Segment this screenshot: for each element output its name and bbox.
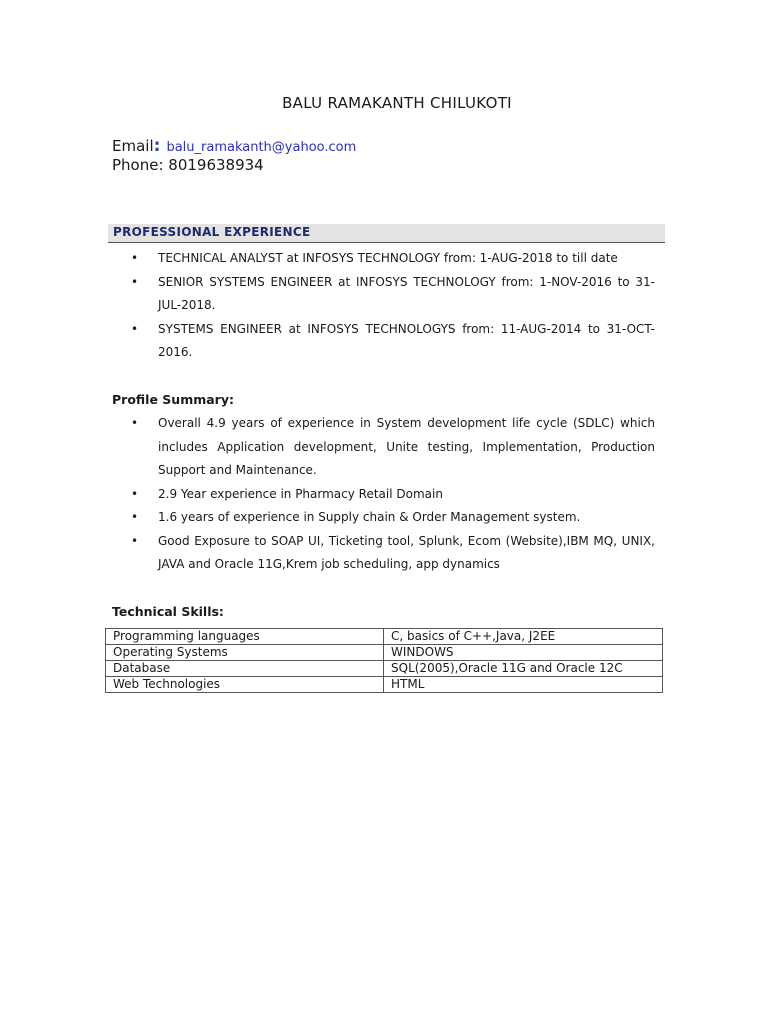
email-colon: : [153, 136, 161, 156]
skill-values: WINDOWS [384, 645, 663, 661]
skill-category: Web Technologies [106, 677, 384, 693]
list-item: • TECHNICAL ANALYST at INFOSYS TECHNOLOGY from: 1-AUG-2018 to till date [112, 247, 655, 271]
summary-list [112, 412, 655, 577]
technical-skills-heading: Technical Skills: [112, 604, 224, 619]
skill-category: Database [106, 661, 384, 677]
table-row [106, 629, 663, 645]
skill-values: HTML [384, 677, 663, 693]
skill-category: Programming languages [106, 629, 384, 645]
email-address[interactable]: balu_ramakanth@yahoo.com [166, 140, 357, 155]
table-row [106, 677, 663, 693]
list-item: • SENIOR SYSTEMS ENGINEER at INFOSYS TECHNOLOGY from: 1-NOV-2016 to 31-JUL-2018. [112, 271, 655, 318]
skills-table [105, 628, 663, 693]
profile-summary-heading: Profile Summary: [112, 392, 234, 407]
table-row [106, 661, 663, 677]
list-item: • Good Exposure to SOAP UI, Ticketing tool, Splunk, Ecom (Website),IBM MQ, UNIX, JAVA and Oracle 11G,Krem job scheduling, app dynamics [112, 530, 655, 577]
skill-values: C, basics of C++,Java, J2EE [384, 629, 663, 645]
experience-list [112, 247, 655, 365]
list-item: • 1.6 years of experience in Supply chain & Order Management system. [112, 506, 655, 530]
phone-number: Phone: 8019638934 [112, 156, 264, 174]
email-line [112, 136, 356, 156]
experience-heading: PROFESSIONAL EXPERIENCE [113, 225, 311, 239]
list-item: • Overall 4.9 years of experience in System development life cycle (SDLC) which includes Application development, Unite testing, Implementation, Production Support and Maintenance. [112, 412, 655, 483]
skill-category: Operating Systems [106, 645, 384, 661]
table-row [106, 645, 663, 661]
skill-values: SQL(2005),Oracle 11G and Oracle 12C [384, 661, 663, 677]
list-item: • 2.9 Year experience in Pharmacy Retail Domain [112, 483, 655, 507]
list-item: • SYSTEMS ENGINEER at INFOSYS TECHNOLOGYS from: 11-AUG-2014 to 31-OCT-2016. [112, 318, 655, 365]
email-label: Email [112, 137, 154, 155]
candidate-name: BALU RAMAKANTH CHILUKOTI [282, 94, 512, 112]
